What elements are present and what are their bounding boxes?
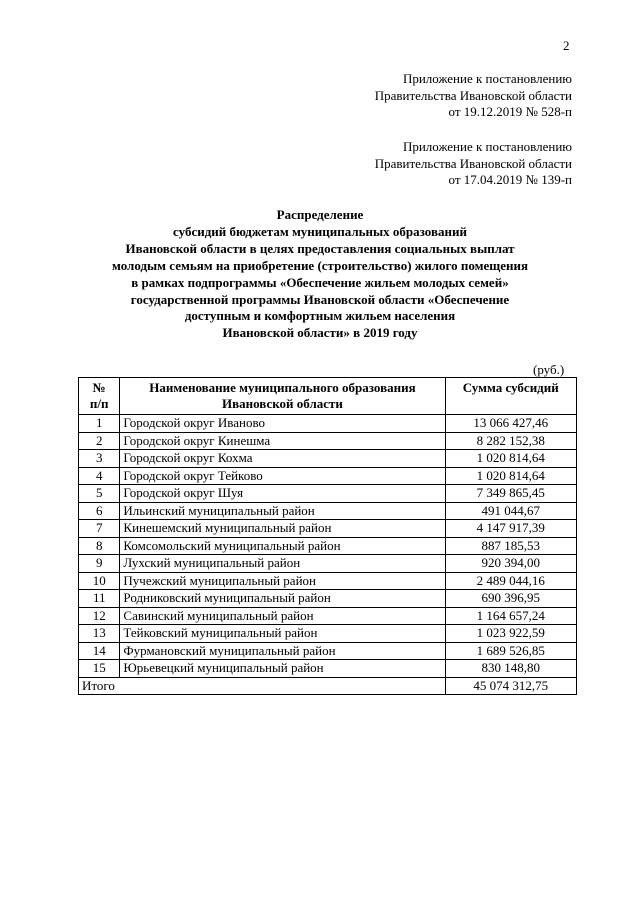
table-row xyxy=(79,467,577,485)
row-number: 7 xyxy=(79,520,120,538)
table-row xyxy=(79,502,577,520)
title-line: Ивановской области» в 2019 году xyxy=(222,325,418,341)
title-line: в рамках подпрограммы «Обеспечение жильем молодых семей» xyxy=(131,274,509,290)
table-row xyxy=(79,625,577,643)
row-number: 3 xyxy=(79,450,120,468)
table-row xyxy=(79,520,577,538)
appendix-note-original xyxy=(375,139,572,189)
row-sum: 7 349 865,45 xyxy=(445,485,577,503)
row-number: 8 xyxy=(79,537,120,555)
row-number: 1 xyxy=(79,415,120,433)
appendix-line: Правительства Ивановской области xyxy=(374,155,572,171)
table-header-row xyxy=(79,378,577,415)
header-number: № п/п xyxy=(79,378,120,415)
title-line: Распределение xyxy=(276,207,364,222)
row-number: 9 xyxy=(79,555,120,573)
title-line: доступным и комфортным жильем населения xyxy=(184,308,456,324)
total-label: Итого xyxy=(79,677,446,695)
row-sum: 13 066 427,46 xyxy=(445,415,577,433)
row-number: 15 xyxy=(79,660,120,678)
row-sum: 8 282 152,38 xyxy=(445,432,577,450)
row-sum: 830 148,80 xyxy=(445,660,577,678)
row-municipality: Родниковский муниципальный район xyxy=(120,590,445,608)
row-number: 11 xyxy=(79,590,120,608)
row-sum: 4 147 917,39 xyxy=(445,520,577,538)
row-number: 10 xyxy=(79,572,120,590)
row-number: 14 xyxy=(79,642,120,660)
row-municipality: Кинешемский муниципальный район xyxy=(120,520,445,538)
appendix-date: от 17.04.2019 № 139-п xyxy=(448,172,572,187)
row-sum: 1 689 526,85 xyxy=(445,642,577,660)
row-municipality: Пучежский муниципальный район xyxy=(120,572,445,590)
row-municipality: Комсомольский муниципальный район xyxy=(120,537,445,555)
header-subsidy-sum: Сумма субсидий xyxy=(445,378,577,415)
row-municipality: Лухский муниципальный район xyxy=(120,555,445,573)
appendix-date: от 19.12.2019 № 528-п xyxy=(448,104,572,119)
total-sum: 45 074 312,75 xyxy=(445,677,577,695)
appendix-line: Приложение к постановлению xyxy=(402,71,572,86)
row-number: 2 xyxy=(79,432,120,450)
row-number: 4 xyxy=(79,467,120,485)
row-number: 12 xyxy=(79,607,120,625)
appendix-line: Правительства Ивановской области xyxy=(374,87,572,103)
table-row xyxy=(79,555,577,573)
row-sum: 491 044,67 xyxy=(445,502,577,520)
title-line: Ивановской области в целях предоставления социальных выплат xyxy=(125,240,515,256)
row-sum: 1 164 657,24 xyxy=(445,607,577,625)
header-municipality: Наименование муниципального образования Ивановской области xyxy=(120,378,445,415)
page-number: 2 xyxy=(563,38,570,53)
row-municipality: Ильинский муниципальный район xyxy=(120,502,445,520)
table-row xyxy=(79,537,577,555)
row-municipality: Городской округ Шуя xyxy=(120,485,445,503)
row-number: 5 xyxy=(79,485,120,503)
row-sum: 920 394,00 xyxy=(445,555,577,573)
row-municipality: Тейковский муниципальный район xyxy=(120,625,445,643)
row-municipality: Городской округ Иваново xyxy=(120,415,445,433)
row-number: 13 xyxy=(79,625,120,643)
title-line: субсидий бюджетам муниципальных образований xyxy=(173,223,467,239)
row-sum: 2 489 044,16 xyxy=(445,572,577,590)
row-municipality: Савинский муниципальный район xyxy=(120,607,445,625)
appendix-note-current xyxy=(375,71,572,121)
row-municipality: Городской округ Кохма xyxy=(120,450,445,468)
title-line: молодым семьям на приобретение (строительство) жилого помещения xyxy=(112,257,528,273)
subsidy-table xyxy=(78,377,577,695)
table-row xyxy=(79,607,577,625)
row-sum: 690 396,95 xyxy=(445,590,577,608)
row-sum: 887 185,53 xyxy=(445,537,577,555)
table-row xyxy=(79,450,577,468)
row-municipality: Городской округ Кинешма xyxy=(120,432,445,450)
row-municipality: Юрьевецкий муниципальный район xyxy=(120,660,445,678)
appendix-line: Приложение к постановлению xyxy=(402,139,572,154)
table-row xyxy=(79,590,577,608)
row-sum: 1 023 922,59 xyxy=(445,625,577,643)
table-row xyxy=(79,642,577,660)
title-line: государственной программы Ивановской области «Обеспечение xyxy=(130,291,510,307)
table-row xyxy=(79,572,577,590)
table-row xyxy=(79,432,577,450)
row-municipality: Фурмановский муниципальный район xyxy=(120,642,445,660)
table-total-row xyxy=(79,677,577,695)
table-row xyxy=(79,485,577,503)
table-row xyxy=(79,660,577,678)
row-municipality: Городской округ Тейково xyxy=(120,467,445,485)
table-row xyxy=(79,415,577,433)
currency-unit: (руб.) xyxy=(533,362,565,377)
row-sum: 1 020 814,64 xyxy=(445,467,577,485)
document-title xyxy=(68,207,572,342)
row-number: 6 xyxy=(79,502,120,520)
row-sum: 1 020 814,64 xyxy=(445,450,577,468)
